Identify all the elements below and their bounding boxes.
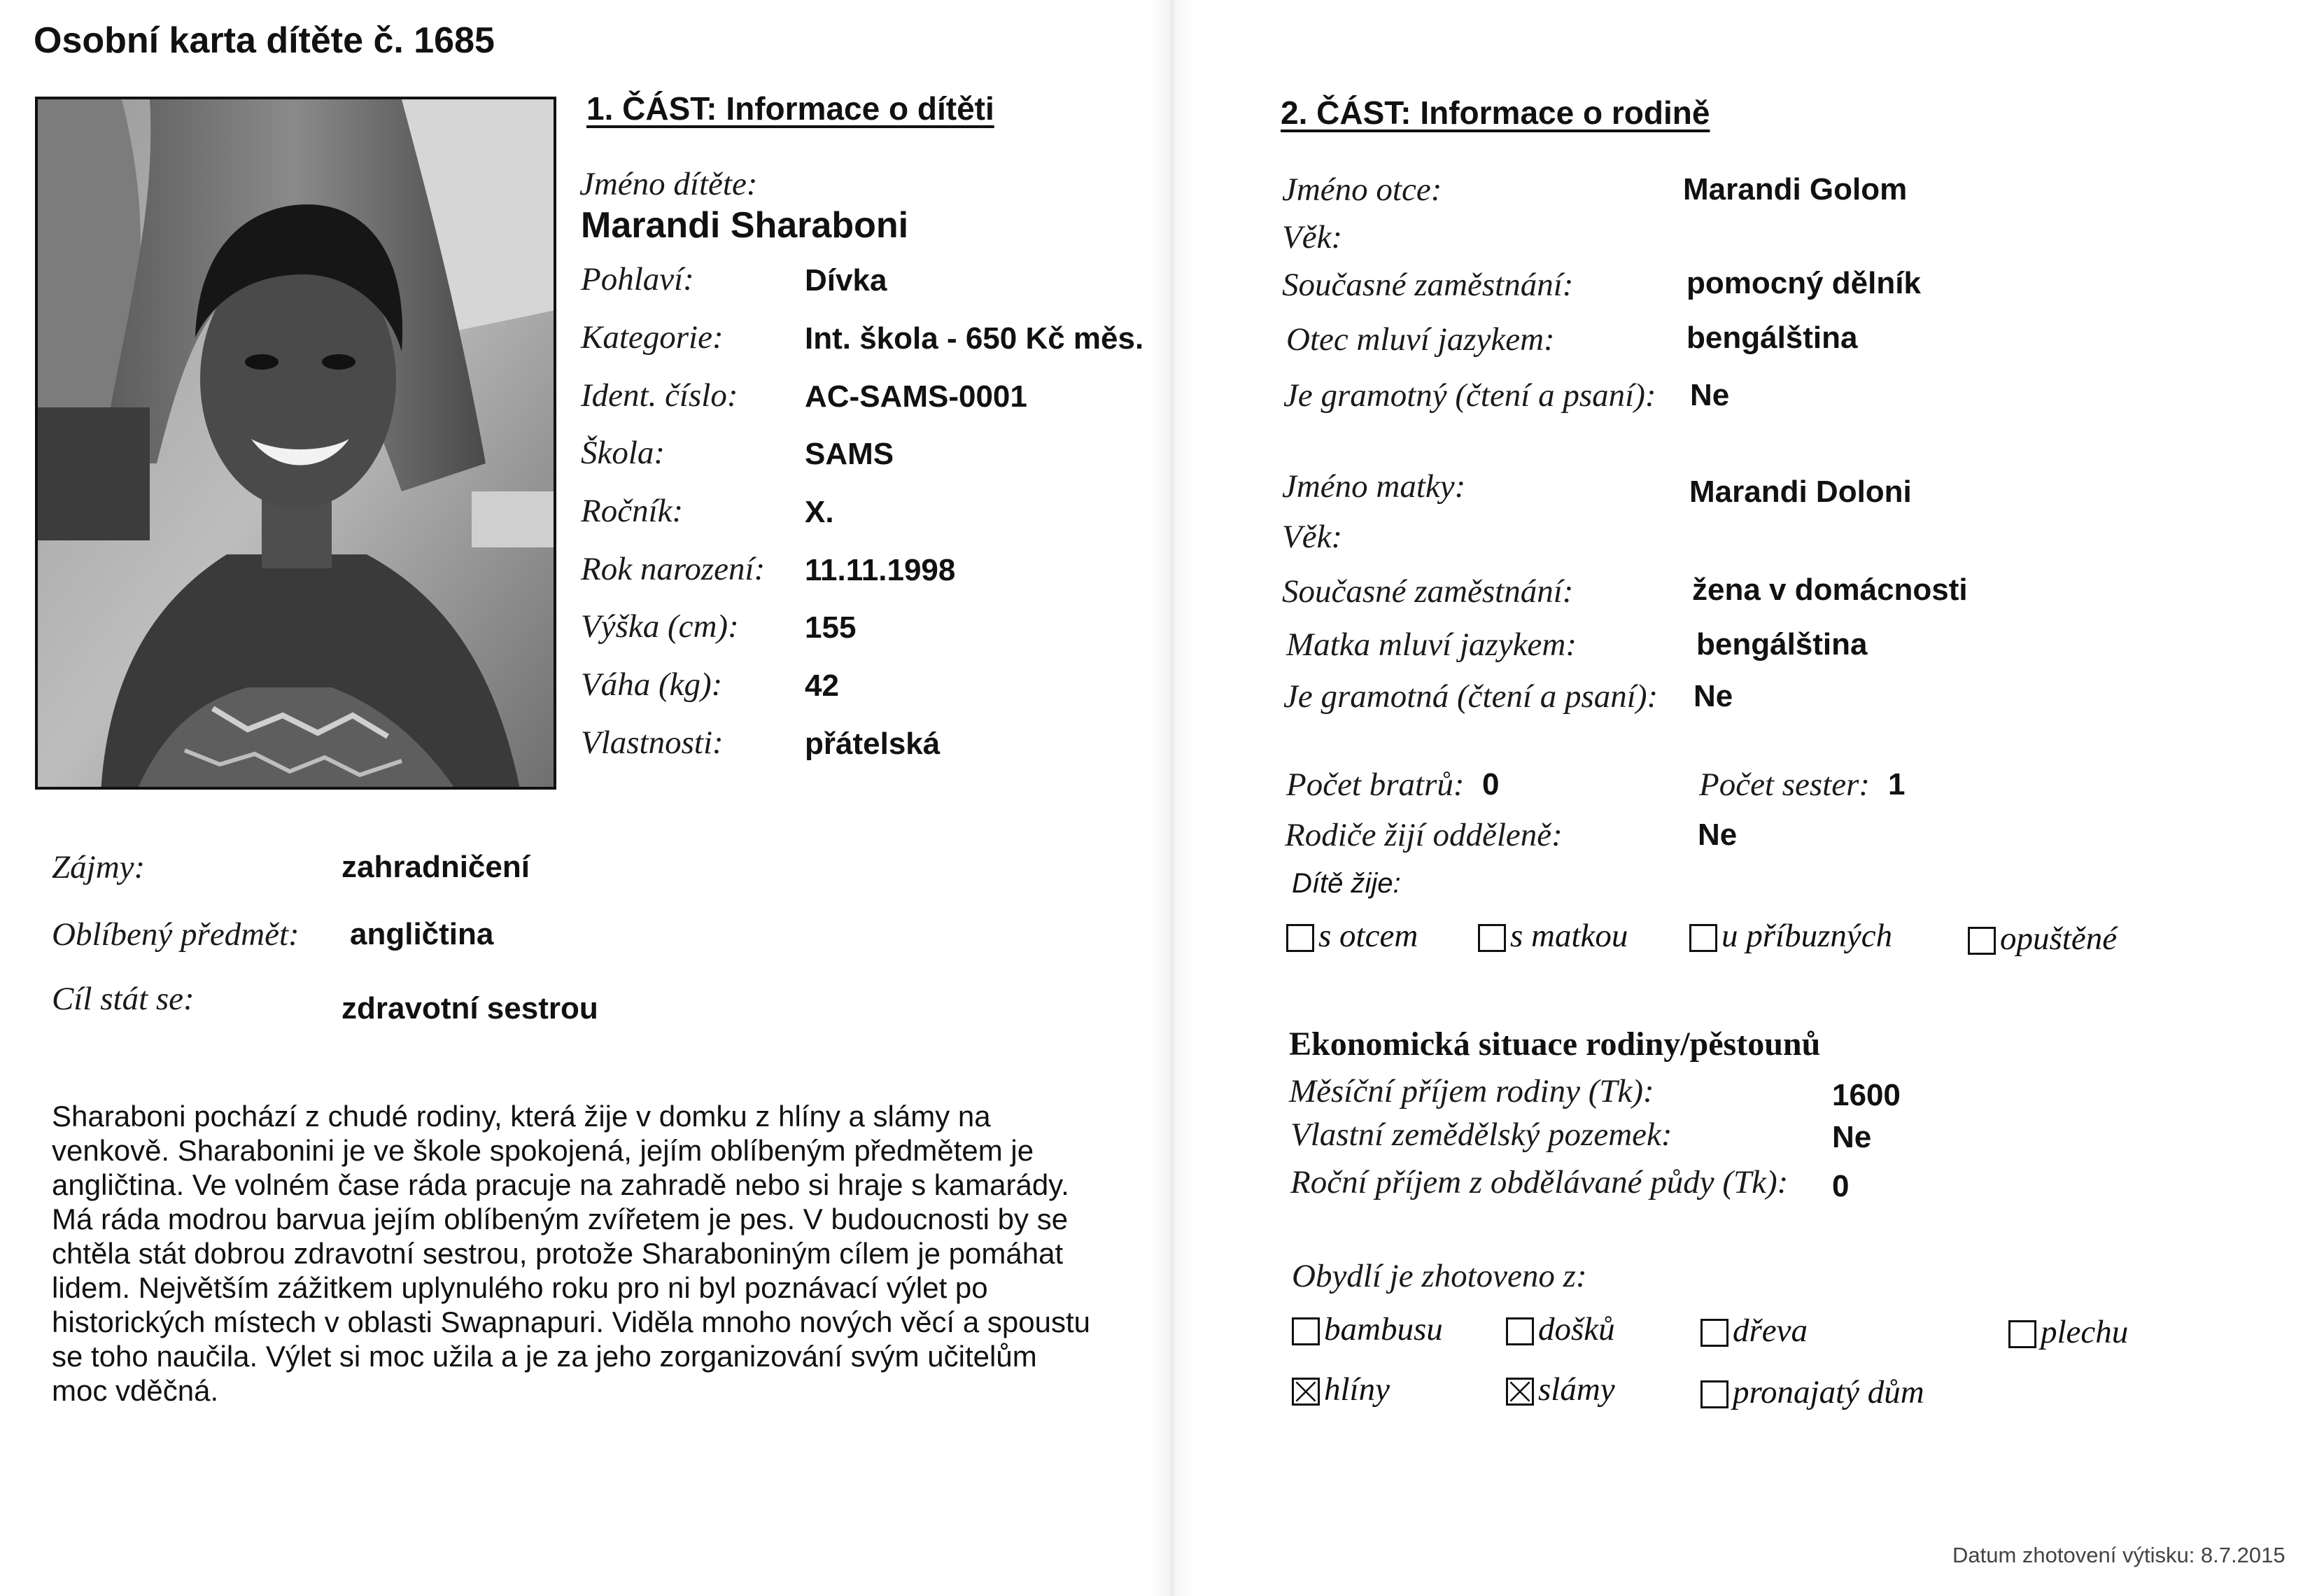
monthly-income-label: Měsíční příjem rodiny (Tk): (1289, 1073, 1654, 1110)
checkbox-icon[interactable] (1506, 1317, 1534, 1345)
field-label: Váha (kg): (581, 666, 723, 703)
sisters-value: 1 (1888, 767, 1906, 802)
lives-with-mother-option[interactable] (1478, 917, 1628, 955)
monthly-income-value: 1600 (1832, 1078, 1901, 1112)
dwelling-rented-option[interactable] (1700, 1373, 1924, 1411)
option-label: bambusu (1324, 1311, 1443, 1348)
mother-name-value: Marandi Doloni (1689, 475, 1912, 509)
field-value: 42 (805, 668, 839, 703)
story-line: Sharaboni pochází z chudé rodiny, která žije v domku z hlíny a slámy na (52, 1100, 991, 1133)
story-line: historických místech v oblasti Swapnapuri. Viděla mnoho nových věcí a spoustu (52, 1306, 1090, 1338)
field-value: Dívka (805, 263, 887, 298)
field-value: X. (805, 495, 834, 529)
checkbox-icon[interactable] (1700, 1319, 1728, 1347)
mother-name-label: Jméno matky: (1282, 468, 1466, 505)
own-land-label: Vlastní zemědělský pozemek: (1290, 1116, 1672, 1153)
father-job-label: Současné zaměstnání: (1282, 267, 1574, 303)
mother-job-value: žena v domácnosti (1692, 573, 1968, 607)
dwelling-mud-option[interactable] (1292, 1371, 1390, 1408)
field-label: Ident. číslo: (581, 377, 738, 414)
father-literacy-value: Ne (1690, 378, 1730, 412)
checkbox-icon[interactable] (2008, 1320, 2036, 1348)
child-name: Marandi Sharaboni (581, 205, 909, 246)
mother-literacy-label: Je gramotná (čtení a psaní): (1283, 678, 1659, 715)
checkbox-icon[interactable] (1478, 924, 1506, 952)
checkbox-icon[interactable] (1689, 924, 1717, 952)
father-name-label: Jméno otce: (1282, 172, 1442, 208)
father-age-label: Věk: (1282, 219, 1343, 255)
option-label: hlíny (1324, 1371, 1390, 1408)
dwelling-wood-option[interactable] (1700, 1312, 1808, 1350)
mother-job-label: Současné zaměstnání: (1282, 573, 1574, 610)
mother-language-value: bengálština (1696, 627, 1868, 662)
mother-age-label: Věk: (1282, 519, 1343, 555)
option-label: u příbuzných (1721, 918, 1893, 954)
field-value: přátelská (805, 727, 941, 761)
part1-heading: 1. ČÁST: Informace o dítěti (586, 90, 994, 127)
abandoned-option[interactable] (1968, 920, 2117, 958)
option-label: došků (1538, 1311, 1615, 1348)
lives-with-relatives-option[interactable] (1689, 917, 1892, 955)
field-label: Výška (cm): (581, 608, 739, 645)
father-name-value: Marandi Golom (1683, 172, 1908, 206)
story-line: lidem. Největším zážitkem uplynulého roku pro ni byl poznávací výlet po (52, 1271, 988, 1304)
child-name-label: Jméno dítěte: (579, 166, 758, 202)
brothers-value: 0 (1482, 767, 1500, 802)
economic-situation-heading: Ekonomická situace rodiny/pěstounů (1289, 1026, 1821, 1063)
story-line: se toho naučila. Výlet si moc užila a je za jeho zorganizování svým učitelům (52, 1340, 1037, 1373)
part2-heading: 2. ČÁST: Informace o rodině (1281, 94, 1710, 131)
lives-with-father-option[interactable] (1286, 917, 1418, 955)
field-value: Int. škola - 650 Kč měs. (805, 321, 1144, 356)
option-label: plechu (2041, 1314, 2129, 1350)
option-label: s otcem (1318, 918, 1418, 954)
story-line: angličtina. Ve volném čase ráda pracuje na zahradě nebo si hraje s kamarády. (52, 1168, 1069, 1201)
own-land-value: Ne (1832, 1120, 1872, 1154)
father-language-label: Otec mluví jazykem: (1286, 321, 1555, 358)
story-line: moc vděčná. (52, 1374, 219, 1407)
checkbox-icon[interactable] (1286, 924, 1314, 952)
favorite-subject-value: angličtina (350, 917, 494, 951)
father-language-value: bengálština (1686, 321, 1858, 355)
mother-language-label: Matka mluví jazykem: (1286, 626, 1577, 663)
brothers-label: Počet bratrů: (1286, 766, 1465, 803)
field-value: AC-SAMS-0001 (805, 379, 1027, 414)
child-photo (35, 97, 556, 790)
child-story (52, 1099, 1199, 1408)
option-label: dřeva (1733, 1312, 1808, 1349)
field-label: Pohlaví: (581, 261, 694, 298)
annual-land-income-value: 0 (1832, 1169, 1850, 1203)
checkbox-icon[interactable] (1968, 927, 1996, 955)
story-line: chtěla stát dobrou zdravotní sestrou, protože Sharaboniným cílem je pomáhat (52, 1237, 1064, 1270)
goal-label: Cíl stát se: (52, 981, 195, 1017)
sisters-label: Počet sester: (1699, 766, 1871, 803)
field-label: Kategorie: (581, 319, 724, 356)
checkbox-icon[interactable] (1292, 1317, 1320, 1345)
field-value: 11.11.1998 (805, 553, 956, 587)
field-label: Ročník: (581, 493, 684, 529)
story-line: Má ráda modrou barvua jejím oblíbeným zvířetem je pes. V budoucnosti by se (52, 1203, 1069, 1236)
field-label: Rok narození: (581, 551, 766, 587)
option-label: opuštěné (2000, 920, 2118, 957)
dwelling-tin-option[interactable] (2008, 1313, 2128, 1351)
field-value: 155 (805, 610, 857, 645)
interests-value: zahradničení (341, 850, 530, 884)
interests-label: Zájmy: (52, 849, 146, 886)
dwelling-thatch-option[interactable] (1506, 1310, 1615, 1348)
father-literacy-label: Je gramotný (čtení a psaní): (1283, 377, 1656, 414)
annual-land-income-label: Roční příjem z obdělávané půdy (Tk): (1290, 1164, 1789, 1200)
print-date: Datum zhotovení výtisku: 8.7.2015 (1952, 1543, 2286, 1567)
document-title: Osobní karta dítěte č. 1685 (34, 20, 495, 61)
father-job-value: pomocný dělník (1686, 266, 1921, 300)
parents-separated-label: Rodiče žijí odděleně: (1285, 817, 1563, 853)
child-lives-label: Dítě žije: (1292, 868, 1401, 899)
checkbox-icon[interactable] (1700, 1380, 1728, 1408)
story-line: venkově. Sharabonini je ve škole spokojená, jejím oblíbeným předmětem je (52, 1134, 1034, 1167)
checked-checkbox-icon[interactable] (1292, 1378, 1320, 1406)
goal-value: zdravotní sestrou (341, 991, 598, 1026)
parents-separated-value: Ne (1698, 818, 1738, 852)
field-label: Vlastnosti: (581, 724, 724, 761)
option-label: s matkou (1510, 918, 1628, 954)
dwelling-bamboo-option[interactable] (1292, 1310, 1443, 1348)
option-label: slámy (1538, 1371, 1615, 1408)
dwelling-straw-option[interactable] (1506, 1371, 1615, 1408)
dwelling-label: Obydlí je zhotoveno z: (1292, 1258, 1587, 1294)
field-value: SAMS (805, 437, 894, 471)
checked-checkbox-icon[interactable] (1506, 1378, 1534, 1406)
mother-literacy-value: Ne (1693, 679, 1733, 713)
option-label: pronajatý dům (1733, 1374, 1924, 1410)
favorite-subject-label: Oblíbený předmět: (52, 916, 300, 953)
field-label: Škola: (581, 435, 665, 471)
